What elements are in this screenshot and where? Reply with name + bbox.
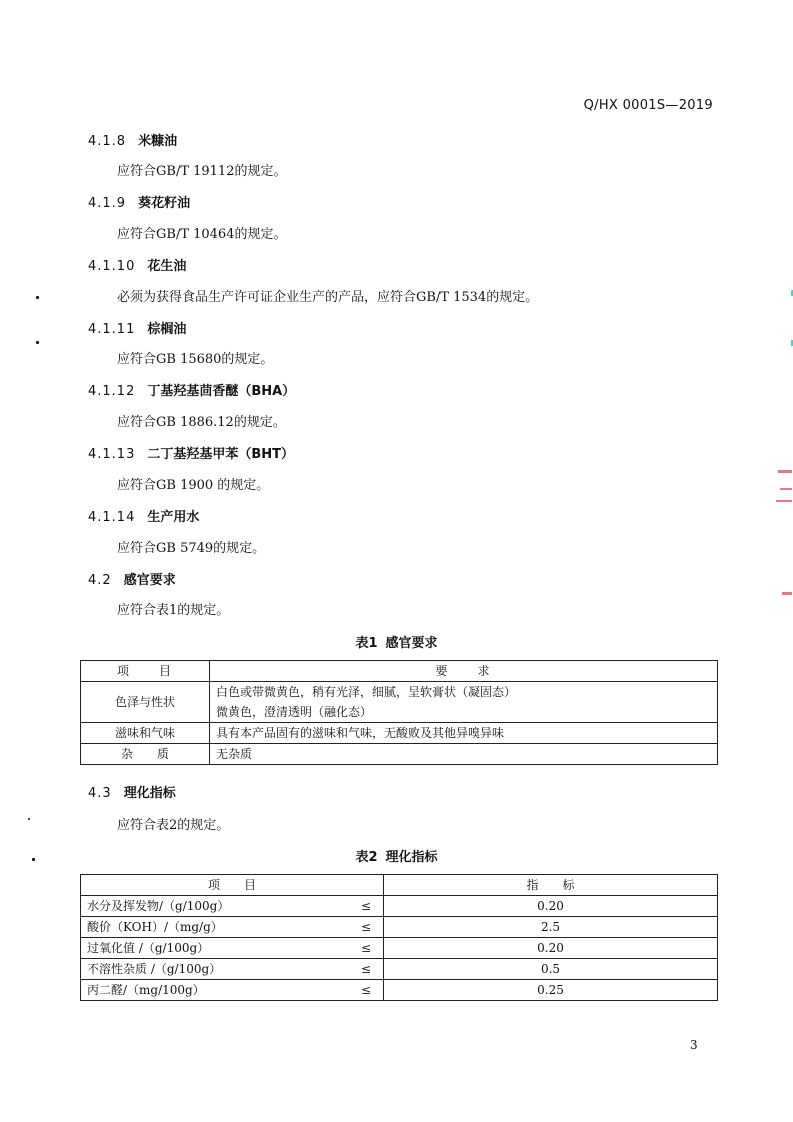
table-row — [81, 682, 718, 723]
section-number: 4.1.14 — [88, 510, 136, 525]
section-title: 棕榈油 — [147, 322, 187, 337]
section-heading — [88, 192, 190, 211]
section-number: 4.3 — [88, 786, 112, 801]
section-body: 应符合GB/T 10464的规定。 — [117, 227, 287, 242]
section-body: 应符合表1的规定。 — [117, 603, 230, 618]
table-cell-item — [81, 938, 384, 959]
section-number: 4.1.10 — [88, 259, 136, 274]
section-number: 4.1.9 — [88, 196, 127, 211]
table-header-cell: 指 标 — [384, 875, 718, 896]
table-cell-requirement — [210, 682, 718, 723]
table-cell-item — [81, 896, 384, 917]
scan-speck — [36, 296, 39, 299]
section-number: 4.2 — [88, 573, 112, 588]
table-row — [81, 980, 718, 1001]
section-number: 4.1.8 — [88, 134, 127, 149]
operator: ≤ — [360, 983, 371, 997]
section-heading — [88, 782, 176, 801]
scan-speck — [36, 341, 39, 344]
table-header-row — [81, 661, 718, 682]
section-heading — [88, 506, 199, 525]
item-label: 水分及挥发物/（g/100g） — [87, 899, 230, 913]
section-title: 葵花籽油 — [138, 196, 191, 211]
table-row — [81, 917, 718, 938]
table-cell-item — [81, 959, 384, 980]
table2-caption-title: 理化指标 — [385, 850, 438, 865]
section-body: 应符合GB/T 19112的规定。 — [117, 164, 287, 179]
operator: ≤ — [360, 899, 371, 913]
section-title: 花生油 — [147, 259, 187, 274]
physicochemical-indicators-table — [80, 874, 718, 1001]
section-heading — [88, 443, 294, 462]
table2-caption-number: 表2 — [355, 850, 378, 865]
document-code: Q/HX 0001S—2019 — [583, 98, 713, 113]
page-number: 3 — [690, 1038, 698, 1052]
table1-caption — [0, 632, 793, 651]
table-cell-value: 0.25 — [384, 980, 718, 1001]
table-cell-value: 2.5 — [384, 917, 718, 938]
table-cell-item — [81, 917, 384, 938]
section-body: 应符合GB 1900 的规定。 — [117, 478, 270, 493]
section-number: 4.1.11 — [88, 322, 136, 337]
sensory-requirements-table — [80, 660, 718, 765]
section-heading — [88, 318, 186, 337]
section-title: 米糠油 — [138, 134, 178, 149]
item-label: 不溶性杂质 /（g/100g） — [87, 962, 222, 976]
table-row — [81, 959, 718, 980]
section-body: 应符合GB 15680的规定。 — [117, 352, 274, 367]
table-cell-value: 0.5 — [384, 959, 718, 980]
table-cell-item: 色泽与性状 — [81, 682, 210, 723]
scan-speck — [28, 818, 30, 820]
item-label: 丙二醛/（mg/100g） — [87, 983, 205, 997]
stamp-edge-mark — [780, 488, 792, 490]
table-cell-requirement: 具有本产品固有的滋味和气味，无酸败及其他异嗅异味 — [210, 723, 718, 744]
table-row — [81, 938, 718, 959]
section-body: 应符合表2的规定。 — [117, 818, 230, 833]
table-cell-item: 滋味和气味 — [81, 723, 210, 744]
scan-speck — [32, 858, 35, 861]
section-heading — [88, 569, 176, 588]
section-heading — [88, 380, 295, 399]
table-cell-value: 0.20 — [384, 938, 718, 959]
section-title: 理化指标 — [123, 786, 176, 801]
table1-caption-title: 感官要求 — [385, 636, 438, 651]
table-row — [81, 744, 718, 765]
table2-caption — [0, 846, 793, 865]
table-header-cell: 要 求 — [210, 661, 718, 682]
section-body: 应符合GB 5749的规定。 — [117, 541, 266, 556]
section-title: 二丁基羟基甲苯（BHT） — [147, 447, 295, 462]
requirement-line: 白色或带微黄色，稍有光泽，细腻，呈软膏状（凝固态） — [216, 685, 517, 699]
section-number: 4.1.13 — [88, 447, 136, 462]
stamp-edge-mark — [776, 500, 792, 502]
table-cell-requirement: 无杂质 — [210, 744, 718, 765]
section-title: 生产用水 — [147, 510, 200, 525]
section-body: 应符合GB 1886.12的规定。 — [117, 415, 286, 430]
table-header-cell: 项 目 — [81, 661, 210, 682]
table-row — [81, 723, 718, 744]
section-title: 丁基羟基茴香醚（BHA） — [147, 384, 296, 399]
operator: ≤ — [360, 962, 371, 976]
section-heading — [88, 130, 177, 149]
operator: ≤ — [360, 920, 371, 934]
table-row — [81, 896, 718, 917]
table-cell-item — [81, 980, 384, 1001]
table-cell-item: 杂 质 — [81, 744, 210, 765]
section-body: 必须为获得食品生产许可证企业生产的产品，应符合GB/T 1534的规定。 — [117, 290, 539, 305]
table-header-row — [81, 875, 718, 896]
stamp-edge-mark — [778, 470, 792, 473]
section-heading — [88, 255, 186, 274]
operator: ≤ — [360, 941, 371, 955]
table-header-cell: 项 目 — [81, 875, 384, 896]
section-title: 感官要求 — [123, 573, 176, 588]
item-label: 酸价（KOH）/（mg/g） — [87, 920, 223, 934]
table1-caption-number: 表1 — [355, 636, 378, 651]
item-label: 过氧化值 /（g/100g） — [87, 941, 210, 955]
table-cell-value: 0.20 — [384, 896, 718, 917]
section-number: 4.1.12 — [88, 384, 136, 399]
stamp-edge-mark — [782, 592, 792, 595]
requirement-line: 微黄色，澄清透明（融化态） — [216, 705, 373, 719]
